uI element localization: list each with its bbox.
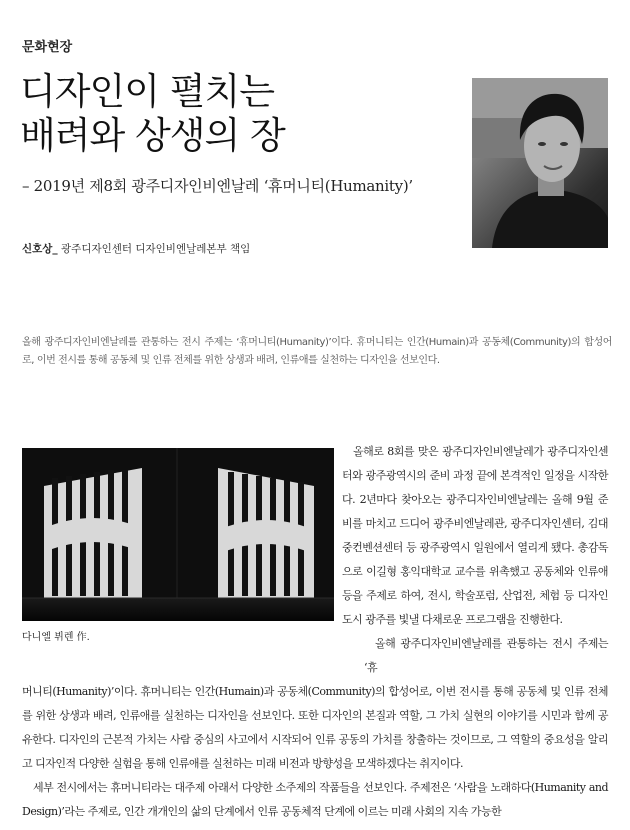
article-subtitle: – 2019년 제8회 광주디자인비엔날레 ‘휴머니티(Humanity)’: [22, 177, 413, 195]
article-title-line-2: 배려와 상생의 장: [20, 114, 285, 157]
body-paragraph-2-lead: 올해 광주디자인비엔날레를 관통하는 전시 주제는 ‘휴: [364, 637, 608, 674]
body-paragraph-2-rest: 머니티(Humanity)’이다. 휴머니티는 인간(Humain)과 공동체(Community)의 합성어로, 이번 전시를 통해 공동체 및 인류 전체를 위한 상생과 배려, 인류애를 실천하는 디자인을 선보인다. 또한 디자인의 본질과 역할, 그 가치 실현의 이야기를 시민과 함께 공유한다. 디자인의 근본적 가치는 사람 중심의 사고에서 시작되어 인류 공동의 가치를 창출하는 것이므로, 그 역할의 중요성을 알리고 디자인적 다양한 실험을 통해 인류애를 실천하는 미래 비전과 방향성을 모색하겠다는 취지이다.: [22, 685, 608, 770]
section-label: 문화현장: [22, 40, 73, 55]
artwork-photo: [22, 448, 334, 621]
author-name: 신호상_: [22, 243, 58, 255]
author-byline: [22, 241, 250, 256]
author-portrait: [472, 78, 608, 248]
article-abstract: 올해 광주디자인비엔날레를 관통하는 전시 주제는 ‘휴머니티(Humanity)’이다. 휴머니티는 인간(Humain)과 공동체(Community)의 합성어로, 이번 전시를 통해 공동체 및 인류 전체를 위한 상생과 배려, 인류애를 실천하는 디자인을 선보인다.: [22, 337, 612, 366]
article-title: [20, 70, 285, 158]
article-title-line-1: 디자인이 펼치는: [20, 70, 274, 113]
body-paragraph-2: [22, 632, 608, 776]
body-paragraph-3: 세부 전시에서는 휴머니티라는 대주제 아래서 다양한 소주제의 작품들을 선보인다. 주제전은 ‘사람을 노래하다(Humanity and Design)’라는 주제로, 인간 개개인의 삶의 단계에서 인류 공동체적 단계에 이르는 미래 사회의 지속 가능한: [22, 781, 608, 818]
artwork-photo-graphic: [22, 448, 334, 621]
body-paragraph-1: 올해로 8회를 맞은 광주디자인비엔날레가 광주디자인센터와 광주광역시의 준비 과정 끝에 본격적인 일정을 시작한다. 2년마다 찾아오는 광주디자인비엔날레는 올해 9월 준비를 마치고 드디어 광주비엔날레관, 광주디자인센터, 김대중컨벤션센터 등 광주광역시 일원에서 열리게 됐다. 총감독으로 이길형 홍익대학교 교수를 위촉했고 공동체와 인류애 등을 주제로 하여, 전시, 학술포럼, 산업전, 체험 등 디자인도시 광주를 빛낼 다채로운 프로그램을 진행한다.: [342, 445, 608, 626]
artwork-caption: 다니엘 뷔렌 作.: [22, 632, 90, 643]
author-affiliation: 광주디자인센터 디자인비엔날레본부 책임: [61, 243, 251, 255]
author-portrait-graphic: [472, 78, 608, 248]
